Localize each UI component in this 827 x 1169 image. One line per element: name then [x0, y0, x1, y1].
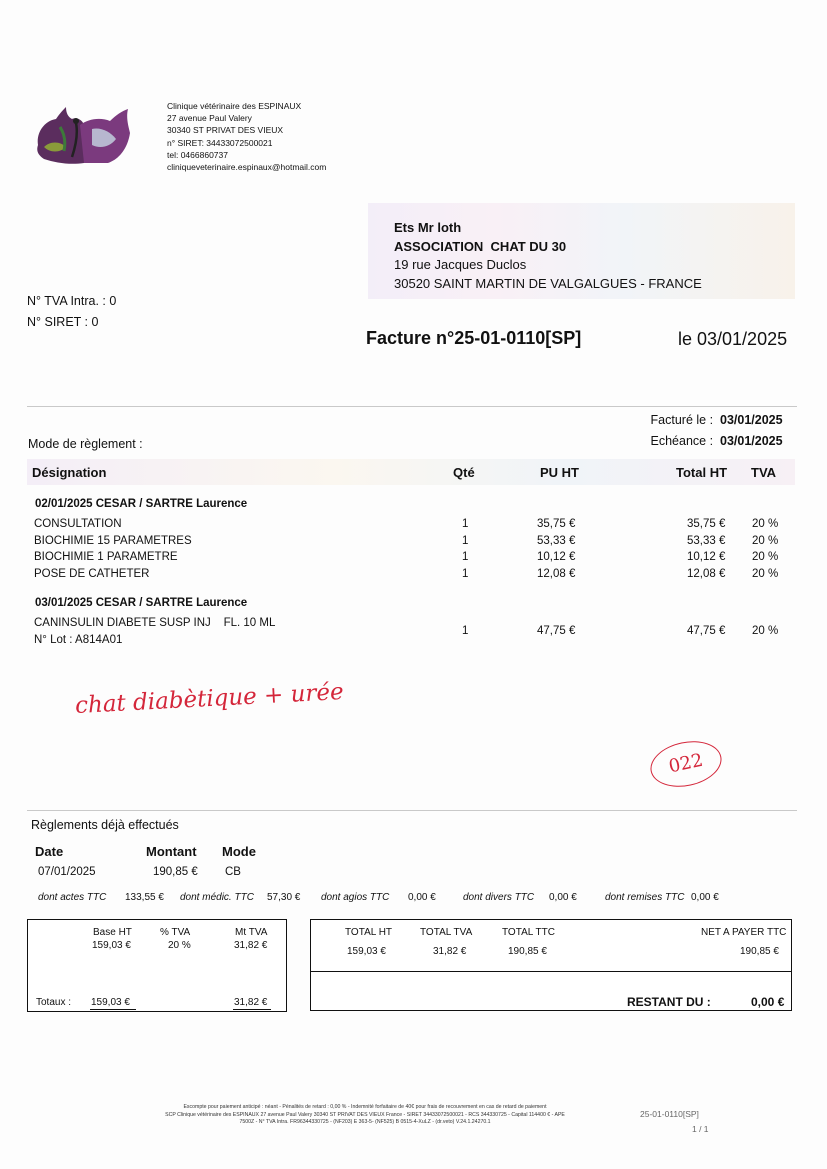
facture-le-value: 03/01/2025 — [720, 413, 783, 427]
reg-date: 07/01/2025 — [38, 866, 96, 878]
client-line-2: ASSOCIATION CHAT DU 30 — [394, 238, 567, 254]
line-qte: 1 — [462, 551, 469, 563]
clinic-city: 30340 ST PRIVAT DES VIEUX — [167, 125, 284, 136]
line-qte: 1 — [462, 568, 469, 580]
line-tva: 20 % — [752, 518, 779, 530]
vat-rate: 20 % — [168, 940, 191, 951]
clinic-name: Clinique vétérinaire des ESPINAUX — [167, 101, 302, 111]
reg-mode: CB — [225, 866, 241, 878]
vat-base: 159,03 € — [92, 940, 131, 951]
net-label: NET A PAYER TTC — [701, 927, 787, 938]
reglements-title: Règlements déjà effectués — [31, 818, 179, 832]
totaux-mt: 31,82 € — [234, 997, 268, 1008]
clinic-email: cliniqueveterinaire.espinaux@hotmail.com — [167, 162, 327, 173]
total-tva: 31,82 € — [433, 946, 467, 957]
line-desc: BIOCHIMIE 1 PARAMETRE — [34, 551, 178, 563]
footer-line-2: SCP Clinique vétérinaire des ESPINAUX 27 avenue Paul Valery 30340 ST PRIVAT DES VIEUX France - SIRET 34433072500021 - RCS 344330725 - Capital 114400 € - APE — [165, 1111, 565, 1118]
client-line-4: 30520 SAINT MARTIN DE VALGALGUES - FRANCE — [394, 275, 702, 291]
line-pu: 53,33 € — [537, 535, 576, 547]
vat-mt: 31,82 € — [234, 940, 268, 951]
mode-reglement: Mode de règlement : — [28, 437, 143, 451]
line-desc: POSE DE CATHETER — [34, 568, 150, 580]
actes-value: 133,55 € — [125, 892, 164, 903]
vat-mt-label: Mt TVA — [235, 927, 268, 938]
tva-intra: N° TVA Intra. : 0 — [27, 294, 117, 308]
line-qte: 1 — [462, 625, 469, 637]
facture-le-label: Facturé le : — [650, 413, 714, 427]
col-designation: Désignation — [32, 465, 107, 480]
underline — [90, 1009, 136, 1010]
footer-legal — [100, 1104, 630, 1127]
footer-ref: 25-01-0110[SP] — [640, 1109, 699, 1119]
line-desc: CANINSULIN DIABETE SUSP INJ FL. 10 ML — [34, 617, 276, 629]
line-tva: 20 % — [752, 551, 779, 563]
client-siret: N° SIRET : 0 — [27, 315, 99, 329]
divider — [27, 406, 797, 407]
line-total: 12,08 € — [687, 568, 726, 580]
agios-value: 0,00 € — [408, 892, 436, 903]
line-tva: 20 % — [752, 535, 779, 547]
vat-base-label: Base HT — [93, 927, 132, 938]
handwritten-stamp: 022 — [646, 735, 726, 793]
handwritten-note: chat diabètique + urée — [74, 678, 345, 720]
line-tva: 20 % — [752, 568, 779, 580]
totaux-label: Totaux : — [36, 997, 72, 1008]
line-pu: 12,08 € — [537, 568, 576, 580]
total-tva-label: TOTAL TVA — [420, 927, 473, 938]
footer-line-3: 7500Z - N° TVA Intra. FR96344330725 - (NF203) E 363-5- (NF525) B 0515-4-XuLZ - (dr.veto) V.24.1.24270.1 — [239, 1119, 491, 1126]
line-desc: CONSULTATION — [34, 518, 122, 530]
col-tva: TVA — [751, 465, 777, 480]
clinic-siret: n° SIRET: 34433072500021 — [167, 137, 273, 148]
agios-label: dont agios TTC — [321, 892, 390, 903]
client-ids — [27, 291, 116, 333]
echeance-value: 03/01/2025 — [720, 434, 783, 448]
line-pu: 10,12 € — [537, 551, 576, 563]
total-ttc-label: TOTAL TTC — [502, 927, 555, 938]
col-qte: Qté — [453, 465, 475, 480]
reg-col-date: Date — [35, 844, 64, 859]
page-number: 1 / 1 — [692, 1124, 709, 1134]
underline — [233, 1009, 271, 1010]
total-ttc: 190,85 € — [508, 946, 547, 957]
reg-montant: 190,85 € — [153, 866, 198, 878]
medic-value: 57,30 € — [267, 892, 301, 903]
line-total: 35,75 € — [687, 518, 726, 530]
col-total: Total HT — [676, 465, 728, 480]
total-ht-label: TOTAL HT — [345, 927, 393, 938]
line-pu: 47,75 € — [537, 625, 576, 637]
total-ht: 159,03 € — [347, 946, 386, 957]
clinic-tel: tel: 0466860737 — [167, 149, 228, 160]
clinic-logo — [30, 105, 132, 167]
remises-value: 0,00 € — [691, 892, 719, 903]
divers-label: dont divers TTC — [463, 892, 535, 903]
line-lot: N° Lot : A814A01 — [34, 634, 123, 646]
group-title: 02/01/2025 CESAR / SARTRE Laurence — [35, 498, 248, 510]
clinic-street: 27 avenue Paul Valery — [167, 113, 252, 124]
echeance-label: Echéance : — [650, 434, 714, 448]
client-address — [394, 219, 702, 293]
divider — [27, 810, 797, 811]
invoice-title: Facture n°25-01-0110[SP] — [366, 328, 582, 348]
client-line-3: 19 rue Jacques Duclos — [394, 257, 527, 272]
line-desc: BIOCHIMIE 15 PARAMETRES — [34, 535, 192, 547]
medic-label: dont médic. TTC — [180, 892, 254, 903]
restant-value: 0,00 € — [751, 995, 785, 1009]
net-value: 190,85 € — [740, 946, 779, 957]
line-qte: 1 — [462, 535, 469, 547]
clinic-header — [167, 100, 326, 173]
client-line-1: Ets Mr loth — [394, 220, 462, 235]
line-total: 53,33 € — [687, 535, 726, 547]
totaux-base: 159,03 € — [91, 997, 130, 1008]
reg-col-montant: Montant — [146, 844, 197, 859]
line-total: 10,12 € — [687, 551, 726, 563]
restant-box — [310, 971, 792, 1011]
line-qte: 1 — [462, 518, 469, 530]
vat-rate-label: % TVA — [160, 927, 191, 938]
invoice-date: le 03/01/2025 — [678, 329, 788, 349]
group-title: 03/01/2025 CESAR / SARTRE Laurence — [35, 597, 248, 609]
remises-label: dont remises TTC — [605, 892, 685, 903]
actes-label: dont actes TTC — [38, 892, 107, 903]
line-pu: 35,75 € — [537, 518, 576, 530]
invoice-meta — [580, 410, 790, 452]
divers-value: 0,00 € — [549, 892, 577, 903]
reg-col-mode: Mode — [222, 844, 256, 859]
col-pu: PU HT — [540, 465, 579, 480]
line-total: 47,75 € — [687, 625, 726, 637]
footer-line-1: Escompte pour paiement anticipé : néant - Pénalités de retard : 0,00 % - Indemnité forfaitaire de 40€ pour frais de recouvrement en cas de retard de paiement — [183, 1104, 547, 1110]
restant-label: RESTANT DU : — [627, 995, 711, 1009]
line-tva: 20 % — [752, 625, 779, 637]
